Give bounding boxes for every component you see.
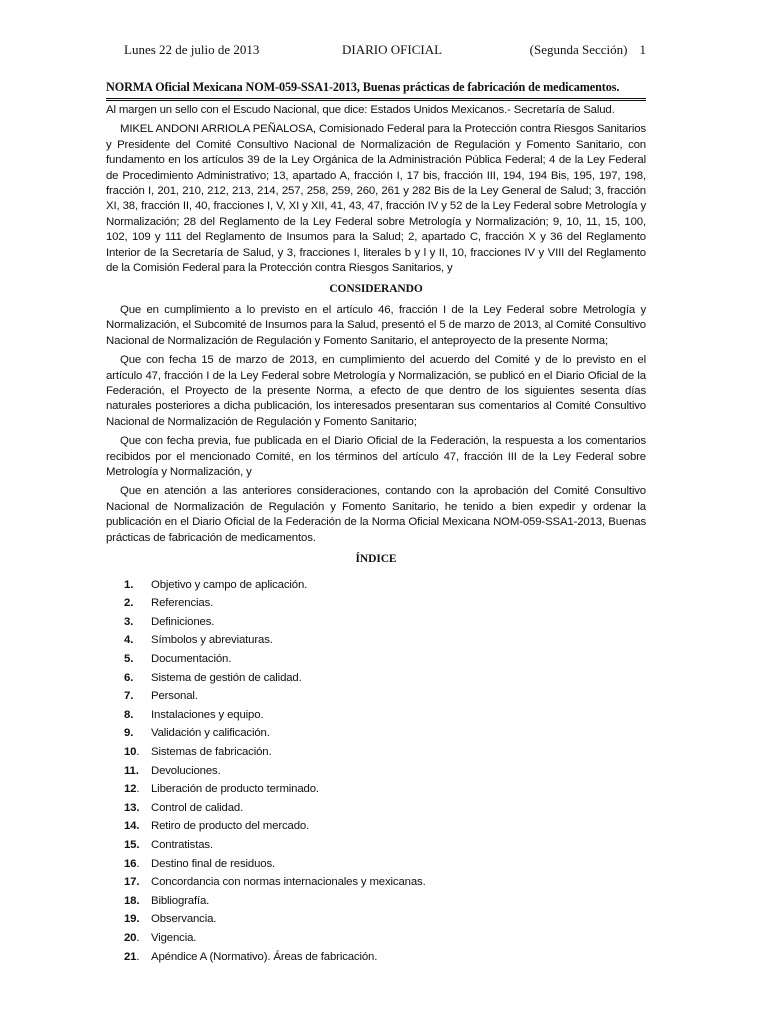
header-date: Lunes 22 de julio de 2013 xyxy=(124,42,260,57)
index-number-value: 10 xyxy=(124,746,137,759)
index-item xyxy=(106,613,646,632)
index-item-number: 10. xyxy=(124,746,140,759)
index-number-value: 14 xyxy=(124,820,137,833)
index-item-text: Validación y calificación. xyxy=(151,727,270,740)
index-list xyxy=(106,575,646,965)
index-number-value: 7 xyxy=(124,690,131,703)
index-item-number: 13. xyxy=(124,801,140,814)
index-item xyxy=(106,668,646,687)
index-item xyxy=(106,817,646,836)
index-item-text: Bibliografía. xyxy=(151,894,210,907)
index-item-text: Símbolos y abreviaturas. xyxy=(151,634,273,647)
index-item xyxy=(106,873,646,892)
index-item-number: 2. xyxy=(124,597,134,610)
index-item-number: 11. xyxy=(124,764,139,777)
index-item-number: 3. xyxy=(124,615,134,628)
index-number-value: 16 xyxy=(124,857,137,870)
index-item xyxy=(106,687,646,706)
document-page xyxy=(106,40,646,966)
index-item xyxy=(106,836,646,855)
index-item xyxy=(106,929,646,948)
index-item-number: 6. xyxy=(124,671,134,684)
index-item-text: Personal. xyxy=(151,690,198,703)
index-item-number: 20. xyxy=(124,931,140,944)
index-item-number: 1. xyxy=(124,578,134,591)
index-item-text: Observancia. xyxy=(151,913,217,926)
header-section: (Segunda Sección) xyxy=(529,42,628,57)
document-title: NORMA Oficial Mexicana NOM-059-SSA1-2013, Buenas prácticas de fabricación de medicamentos. xyxy=(106,80,646,101)
index-number-value: 21 xyxy=(124,950,137,963)
index-item-number: 18. xyxy=(124,894,140,907)
index-item-text: Contratistas. xyxy=(151,838,213,851)
margin-note: Al margen un sello con el Escudo Nacional, que dice: Estados Unidos Mexicanos.- Secretaría de Salud. xyxy=(106,104,615,116)
index-item xyxy=(106,724,646,743)
index-number-value: 19 xyxy=(124,913,137,926)
index-item xyxy=(106,780,646,799)
index-item-number: 4. xyxy=(124,634,134,647)
index-number-value: 17 xyxy=(124,876,137,889)
index-item-text: Documentación. xyxy=(151,653,232,666)
index-item xyxy=(106,891,646,910)
index-item-number: 19. xyxy=(124,913,140,926)
index-item-text: Devoluciones. xyxy=(151,764,221,777)
index-item-text: Retiro de producto del mercado. xyxy=(151,820,310,833)
index-number-value: 4 xyxy=(124,634,131,647)
index-number-value: 6 xyxy=(124,671,131,684)
index-number-value: 3 xyxy=(124,615,131,628)
index-number-value: 8 xyxy=(124,708,131,721)
index-item xyxy=(106,631,646,650)
index-item-text: Definiciones. xyxy=(151,615,215,628)
index-number-value: 5 xyxy=(124,653,131,666)
index-item xyxy=(106,854,646,873)
index-item-text: Destino final de residuos. xyxy=(151,857,276,870)
index-item-number: 7. xyxy=(124,690,134,703)
index-number-value: 12 xyxy=(124,783,137,796)
considerando-paragraph: Que en atención a las anteriores consideraciones, contando con la aprobación del Comité Consultivo Nacional de Normalización de Regulación y Fomento Sanitario, he tenido a bien expedir y ordenar la publicación en el Diario Oficial de la Federación de la Norma Oficial Mexicana NOM-059-SSA1-2013, Buenas prácticas de fabricación de medicamentos. xyxy=(106,485,646,544)
document-body xyxy=(106,103,646,567)
index-item-text: Liberación de producto terminado. xyxy=(151,783,319,796)
index-item-text: Sistema de gestión de calidad. xyxy=(151,671,302,684)
index-number-value: 13 xyxy=(124,801,137,814)
index-number-value: 9 xyxy=(124,727,131,740)
index-item xyxy=(106,706,646,725)
index-number-value: 20 xyxy=(124,931,137,944)
index-item-number: 5. xyxy=(124,653,134,666)
index-item-number: 9. xyxy=(124,727,134,740)
index-item xyxy=(106,910,646,929)
index-item-number: 8. xyxy=(124,708,134,721)
index-item-number: 21. xyxy=(124,950,140,963)
index-item-number: 15. xyxy=(124,838,140,851)
considerando-paragraph: Que en cumplimiento a lo previsto en el artículo 46, fracción I de la Ley Federal sobre Metrología y Normalización, el Subcomité de Insumos para la Salud, presentó el 5 de marzo de 2013, al Comité Consultivo Nacional de Normalización de Regulación y Fomento Sanitario, el anteproyecto de la presente Norma; xyxy=(106,303,646,347)
page-header xyxy=(106,40,646,58)
header-publication: DIARIO OFICIAL xyxy=(342,42,443,57)
index-item xyxy=(106,799,646,818)
index-number-value: 1 xyxy=(124,578,131,591)
index-number-value: 15 xyxy=(124,838,137,851)
index-item-text: Concordancia con normas internacionales y mexicanas. xyxy=(151,876,426,889)
index-item-number: 17. xyxy=(124,876,140,889)
index-item xyxy=(106,594,646,613)
index-item xyxy=(106,743,646,762)
index-number-value: 2 xyxy=(124,597,131,610)
preamble-paragraph: MIKEL ANDONI ARRIOLA PEÑALOSA, Comisionado Federal para la Protección contra Riesgos Sanitarios y Presidente del Comité Consultivo Nacional de Normalización de Regulación y Fomento Sanitario, con fundamento en los artículos 39 de la Ley Orgánica de la Administración Pública Federal; 4 de la Ley Federal de Procedimiento Administrativo; 13, apartado A, fracción I, 17 bis, fracción III, 194, 194 Bis, 195, 197, 198, fracción I, 201, 210, 212, 213, 214, 257, 258, 259, 260, 261 y 282 Bis de la Ley General de Salud; 3, fracción XI, 38, fracción II, 40, fracciones I, V, XI y XII, 41, 43, 47, fracción IV y 52 de la Ley Federal sobre Metrología y Normalización; 28 del Reglamento de la Ley Federal sobre Metrología y Normalización; 9, 10, 11, 15, 100, 102, 109 y 111 del Reglamento de Insumos para la Salud; 2, apartado C, fracción X y 36 del Reglamento Interior de la Secretaría de Salud, y 3, fracciones I, literales b y l y II, 10, fracciones IV y VIII del Reglamento de la Comisión Federal para la Protección contra Riesgos Sanitarios, y xyxy=(106,123,646,275)
index-item-number: 16. xyxy=(124,857,140,870)
index-item-text: Referencias. xyxy=(151,597,214,610)
index-item-text: Objetivo y campo de aplicación. xyxy=(151,578,308,591)
index-item-number: 12. xyxy=(124,783,140,796)
considerando-paragraph: Que con fecha 15 de marzo de 2013, en cumplimiento del acuerdo del Comité y de lo previsto en el artículo 47, fracción I de la Ley Federal sobre Metrología y Normalización, se publicó en el Diario Oficial de la Federación, el Proyecto de la presente Norma, a efecto de que dentro de los siguientes sesenta días naturales posteriores a dicha publicación, los interesados presentaran sus comentarios al Comité Consultivo Nacional de Normalización de Regulación y Fomento Sanitario; xyxy=(106,354,646,428)
header-page-number: 1 xyxy=(639,42,646,57)
index-item-number: 14. xyxy=(124,820,140,833)
index-item xyxy=(106,575,646,594)
index-item xyxy=(106,761,646,780)
index-item-text: Sistemas de fabricación. xyxy=(151,746,272,759)
index-item-text: Instalaciones y equipo. xyxy=(151,708,264,721)
considerando-heading: CONSIDERANDO xyxy=(329,283,423,296)
considerando-paragraph: Que con fecha previa, fue publicada en el Diario Oficial de la Federación, la respuesta a los comentarios recibidos por el mencionado Comité, en los términos del artículo 47, fracción III de la Ley Federal sobre Metrología y Normalización, y xyxy=(106,435,646,478)
header-section-group xyxy=(530,42,646,58)
index-heading: ÍNDICE xyxy=(355,552,397,565)
index-item xyxy=(106,947,646,966)
index-item-text: Vigencia. xyxy=(151,931,197,944)
index-item-text: Control de calidad. xyxy=(151,801,244,814)
index-number-value: 11 xyxy=(124,764,136,777)
index-number-value: 18 xyxy=(124,894,137,907)
index-item-text: Apéndice A (Normativo). Áreas de fabricación. xyxy=(151,950,378,963)
index-item xyxy=(106,650,646,669)
